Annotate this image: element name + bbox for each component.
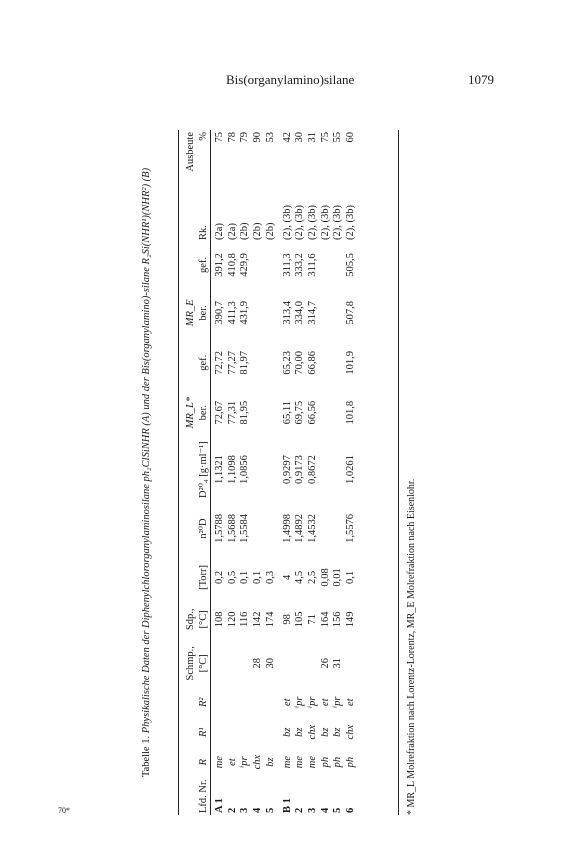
col-header-mre: MR_E	[185, 299, 196, 327]
cell-lfd-nr: 4	[319, 807, 331, 813]
cell-sdp-c: 142	[252, 611, 264, 628]
cell-nd: 1,5788	[214, 514, 225, 543]
cell-lfd-nr: 4	[252, 807, 264, 813]
table-header-row	[180, 130, 210, 815]
cell-nd	[320, 502, 333, 556]
cell-density: 1,1098	[226, 455, 238, 485]
cell-mrl-gef	[252, 338, 265, 388]
cell-r1	[210, 717, 227, 747]
cell-sdp-c: 164	[319, 611, 331, 628]
cell-sdp-c: 71	[306, 614, 318, 625]
cell-r: ph	[319, 756, 331, 768]
cell-schmp	[239, 639, 252, 687]
cell-mrl-ber: 66,56	[306, 400, 318, 425]
rotated-table-block	[140, 130, 440, 815]
cell-mrl-gef: 101,9	[345, 350, 357, 375]
cell-r: me	[294, 755, 306, 769]
cell-schmp	[210, 639, 227, 687]
cell-mrl-ber: 101,8	[345, 400, 357, 425]
cell-rk: (2b)	[264, 222, 276, 240]
cell-mre-gef: 311,6	[306, 253, 318, 277]
cell-r: et	[226, 758, 238, 766]
cell-ausbeute: 55	[332, 132, 344, 143]
cell-r2: ⁱpr	[306, 696, 318, 708]
cell-density: 1,1321	[214, 455, 225, 485]
cell-mrl-ber	[265, 388, 278, 438]
col-header-sdp-unit-c: [°C]	[198, 610, 209, 629]
cell-sdp-c: 98	[281, 614, 293, 625]
cell-density: 0,9297	[281, 455, 293, 485]
cell-mrl-ber: 69,75	[294, 400, 306, 425]
cell-r1	[239, 717, 252, 747]
table-row	[252, 130, 265, 815]
cell-rk: (2), (3b)	[332, 204, 344, 240]
page-number: 1079	[468, 72, 494, 87]
cell-lfd-nr: 2	[294, 807, 306, 813]
cell-density: 0,8672	[306, 455, 318, 485]
cell-r: me	[281, 755, 293, 769]
cell-mre-gef: 410,8	[226, 253, 238, 277]
cell-nd: 1,4998	[281, 514, 293, 543]
cell-r2: et	[281, 698, 293, 707]
cell-r: me	[214, 755, 225, 769]
cell-mre-ber: 507,8	[345, 301, 357, 325]
cell-mrl-gef	[320, 338, 333, 388]
cell-r: ph	[345, 756, 357, 768]
table-rule-top	[178, 130, 179, 815]
table-row	[307, 130, 320, 815]
cell-rk: (2), (3b)	[306, 204, 318, 240]
table-rule-bottom	[398, 130, 399, 815]
cell-mrl-ber: 72,67	[214, 400, 225, 425]
col-header-sdp: Sdp.,	[185, 608, 196, 631]
data-table	[180, 130, 358, 815]
cell-sdp-torr: 4	[281, 574, 293, 581]
col-header-mrl-gef: gef.	[198, 354, 209, 371]
cell-sdp-torr: 0,1	[252, 570, 264, 584]
cell-nd	[332, 502, 345, 556]
table-row	[227, 130, 240, 815]
cell-r2: et	[319, 698, 331, 707]
cell-sdp-torr: 2,5	[306, 570, 318, 584]
cell-mre-gef	[265, 242, 278, 288]
cell-r1: bz	[281, 727, 293, 737]
col-header-sdp-c	[180, 599, 210, 639]
cell-schmp	[227, 639, 240, 687]
cell-mrl-ber: 77,31	[226, 400, 238, 425]
cell-mrl-gef: 77,27	[226, 350, 238, 375]
cell-mre-ber: 334,0	[294, 301, 306, 325]
cell-density	[332, 438, 345, 502]
col-header-ausbeute: Ausbeute %	[185, 132, 209, 172]
cell-density: 1,0261	[345, 455, 357, 485]
table-caption	[140, 130, 154, 815]
cell-mre-gef: 505,5	[345, 253, 357, 277]
cell-lfd-nr: B 1	[281, 798, 293, 813]
table-row	[265, 130, 278, 815]
cell-density	[320, 438, 333, 502]
cell-r: me	[306, 755, 318, 769]
cell-mrl-gef	[265, 338, 278, 388]
cell-mre-ber: 313,4	[281, 301, 293, 325]
cell-mrl-gef: 81,97	[239, 350, 251, 375]
cell-ausbeute: 75	[214, 132, 225, 143]
cell-mre-ber: 390,7	[214, 301, 225, 325]
cell-mre-ber	[332, 288, 345, 338]
cell-sdp-torr: 0,3	[264, 570, 276, 584]
table-row	[332, 130, 345, 815]
cell-rk: (2), (3b)	[345, 204, 357, 240]
cell-ausbeute: 78	[226, 132, 238, 143]
cell-ausbeute: 31	[306, 132, 318, 143]
col-header-r1: R¹	[198, 727, 209, 737]
cell-mre-ber	[252, 288, 265, 338]
col-header-rk: Rk.	[198, 225, 209, 240]
cell-mrl-ber: 81,95	[239, 400, 251, 425]
col-header-d4: D²⁰₄ [g·ml⁻¹]	[198, 441, 209, 498]
table-row	[210, 130, 227, 815]
cell-schmp: 26	[319, 658, 331, 669]
cell-schmp	[294, 639, 307, 687]
cell-r2	[252, 687, 265, 717]
cell-schmp	[345, 639, 358, 687]
cell-r1: bz	[319, 727, 331, 737]
cell-mre-gef: 429,9	[239, 253, 251, 277]
cell-schmp: 31	[332, 658, 344, 669]
cell-density	[252, 438, 265, 502]
cell-sdp-torr: 0,01	[332, 568, 344, 587]
cell-r2	[265, 687, 278, 717]
cell-rk: (2), (3b)	[319, 204, 331, 240]
table-row	[239, 130, 252, 815]
cell-rk: (2a)	[226, 223, 238, 240]
cell-r1: bz	[332, 727, 344, 737]
cell-r: chx	[252, 754, 264, 770]
running-header-title: Bis(organylamino)silane	[226, 72, 355, 87]
cell-r1	[227, 717, 240, 747]
cell-nd: 1,5688	[226, 514, 238, 543]
cell-nd	[252, 502, 265, 556]
col-header-r: R	[198, 758, 209, 766]
cell-mre-ber	[265, 288, 278, 338]
cell-density: 1,0856	[239, 455, 251, 485]
col-header-nd: n²⁰D	[198, 518, 209, 539]
cell-lfd-nr: 3	[239, 807, 251, 813]
cell-lfd-nr: 2	[226, 807, 238, 813]
cell-schmp: 28	[252, 658, 264, 669]
cell-sdp-c: 105	[294, 611, 306, 628]
col-header-mre-gef: gef.	[198, 256, 209, 273]
cell-sdp-c: 174	[264, 611, 276, 628]
col-header-mre-ber	[180, 288, 210, 338]
cell-sdp-torr: 0,5	[226, 570, 238, 584]
cell-rk: (2a)	[214, 223, 225, 240]
cell-r: ph	[332, 756, 344, 768]
col-header-mrl: MR_L*	[185, 396, 196, 429]
cell-mre-gef: 391,2	[214, 253, 225, 277]
cell-mre-ber: 431,9	[239, 301, 251, 325]
footer-mark: 70*	[58, 806, 70, 815]
col-header-mrl-ber-label: ber.	[198, 404, 209, 421]
cell-schmp	[278, 639, 295, 687]
cell-r2	[210, 687, 227, 717]
cell-mrl-ber	[332, 388, 345, 438]
cell-sdp-c: 156	[332, 611, 344, 628]
cell-mre-gef	[252, 242, 265, 288]
cell-sdp-c: 108	[214, 611, 225, 628]
cell-r2	[239, 687, 252, 717]
col-header-schmp: Schmp., [°C]	[185, 646, 209, 681]
cell-r1: chx	[345, 724, 357, 740]
col-header-r2: R²	[198, 697, 209, 708]
cell-mrl-gef: 66,86	[306, 350, 318, 375]
cell-r: bz	[264, 757, 276, 767]
cell-sdp-torr: 0,2	[214, 570, 225, 584]
table-row	[345, 130, 358, 815]
cell-ausbeute: 30	[294, 132, 306, 143]
cell-lfd-nr: 3	[306, 807, 318, 813]
cell-nd: 1,4892	[294, 514, 306, 543]
cell-sdp-torr: 4,5	[294, 570, 306, 584]
cell-ausbeute: 75	[319, 132, 331, 143]
cell-r: ⁱpr	[239, 756, 251, 768]
cell-lfd-nr: 5	[264, 807, 276, 813]
caption-text: Physikalische Daten der Diphenylchlororganylaminosilane ph₂ClSiNHR (A) und der Bis(organylamino)-silane R₂Si(NHR¹)(NHR²) (B)	[141, 167, 152, 734]
cell-mrl-gef: 70,00	[294, 350, 306, 375]
cell-r1: chx	[306, 724, 318, 740]
cell-r1: bz	[294, 727, 306, 737]
cell-ausbeute: 42	[281, 132, 293, 143]
cell-mre-gef: 333,2	[294, 253, 306, 277]
cell-mrl-gef: 72,72	[214, 350, 225, 375]
cell-nd: 1,5584	[239, 514, 251, 543]
cell-rk: (2), (3b)	[294, 204, 306, 240]
table-row	[278, 130, 295, 815]
cell-r2: ⁱpr	[294, 696, 306, 708]
cell-mrl-ber: 65,11	[281, 401, 293, 425]
cell-ausbeute: 90	[252, 132, 264, 143]
cell-mre-gef	[320, 242, 333, 288]
cell-sdp-torr: 0,08	[319, 568, 331, 587]
cell-sdp-c: 116	[239, 611, 251, 628]
cell-r1	[252, 717, 265, 747]
cell-ausbeute: 60	[345, 132, 357, 143]
cell-ausbeute: 53	[264, 132, 276, 143]
cell-r2: et	[345, 698, 357, 707]
col-header-sdp-torr: [Torr]	[198, 564, 209, 590]
cell-sdp-torr: 0,1	[345, 570, 357, 584]
cell-schmp	[307, 639, 320, 687]
cell-mrl-ber	[252, 388, 265, 438]
cell-lfd-nr: 5	[332, 807, 344, 813]
cell-r2	[227, 687, 240, 717]
col-header-mre-ber-label: ber.	[198, 305, 209, 321]
caption-label: Tabelle 1.	[141, 735, 152, 778]
table-footnote: * MR_L Molrefraktion nach Lorentz-Lorentz, MR_E Molrefraktion nach Eisenlohr.	[406, 478, 417, 815]
cell-mrl-ber	[320, 388, 333, 438]
cell-mre-gef	[332, 242, 345, 288]
cell-density	[265, 438, 278, 502]
cell-lfd-nr: 6	[345, 807, 357, 813]
cell-schmp: 30	[264, 658, 276, 669]
cell-rk: (2), (3b)	[281, 204, 293, 240]
cell-nd: 1,4532	[306, 514, 318, 543]
cell-sdp-c: 120	[226, 611, 238, 628]
cell-mre-gef: 311,3	[281, 253, 293, 277]
cell-mre-ber: 314,7	[306, 301, 318, 325]
table-row	[294, 130, 307, 815]
cell-sdp-c: 149	[345, 611, 357, 628]
cell-sdp-torr: 0,1	[239, 570, 251, 584]
col-header-mrl-ber	[180, 388, 210, 438]
cell-mre-ber: 411,3	[226, 301, 238, 325]
cell-rk: (2b)	[239, 222, 251, 240]
cell-mre-ber	[320, 288, 333, 338]
cell-mrl-gef: 65,23	[281, 350, 293, 375]
cell-r2: ⁱpr	[332, 696, 344, 708]
cell-mrl-gef	[332, 338, 345, 388]
cell-density: 0,9173	[294, 455, 306, 485]
cell-ausbeute: 79	[239, 132, 251, 143]
cell-lfd-nr: A 1	[214, 798, 225, 813]
cell-nd	[265, 502, 278, 556]
table-body	[210, 130, 358, 815]
cell-rk: (2b)	[252, 222, 264, 240]
cell-r1	[265, 717, 278, 747]
col-header-lfd-nr: Lfd. Nr.	[198, 779, 209, 813]
table-row	[320, 130, 333, 815]
cell-nd: 1,5576	[345, 514, 357, 543]
